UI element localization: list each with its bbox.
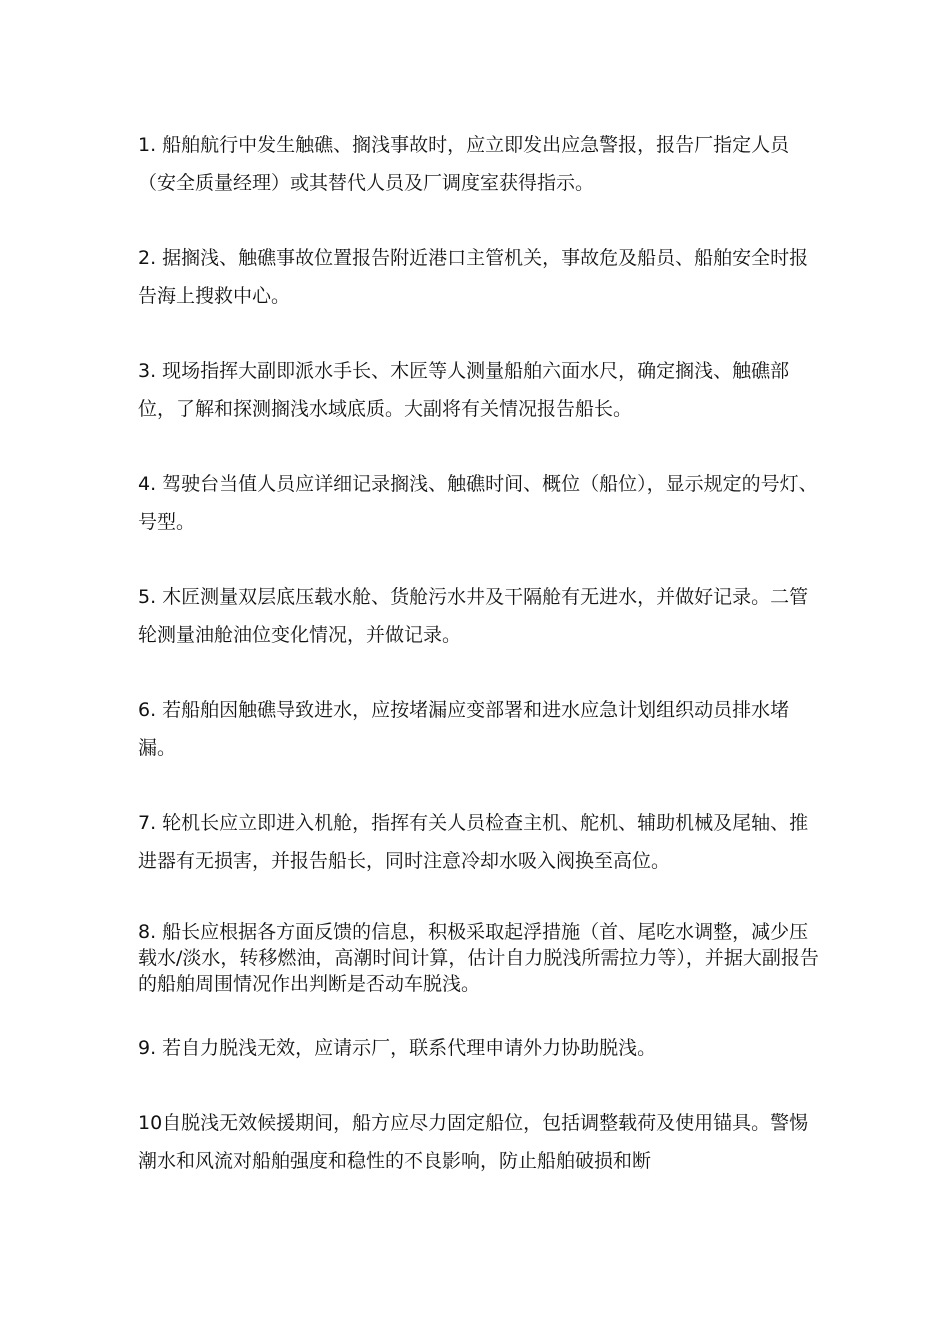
- paragraph-6: 6. 若船舶因触礁导致进水，应按堵漏应变部署和进水应急计划组织动员排水堵漏。: [138, 699, 790, 759]
- paragraph-4: 4. 驾驶台当值人员应详细记录搁浅、触礁时间、概位（船位），显示规定的号灯、号型。: [138, 473, 818, 533]
- paragraph-9: 9. 若自力脱浅无效，应请示厂，联系代理申请外力协助脱浅。: [138, 1037, 657, 1059]
- paragraph-1: 1. 船舶航行中发生触礁、搁浅事故时，应立即发出应急警报，报告厂指定人员（安全质量经理）或其替代人员及厂调度室获得指示。: [138, 134, 790, 194]
- paragraph-8: 8. 船长应根据各方面反馈的信息，积极采取起浮措施（首、尾吃水调整，减少压载水/淡水，转移燃油，高潮时间计算，估计自力脱浅所需拉力等），并据大副报告的船舶周围情况作出判断是否动车脱浅。: [138, 921, 819, 995]
- paragraph-5: 5. 木匠测量双层底压载水舱、货舱污水井及干隔舱有无进水，并做好记录。二管轮测量油舱油位变化情况，并做记录。: [138, 586, 809, 646]
- paragraph-3: 3. 现场指挥大副即派水手长、木匠等人测量船舶六面水尺，确定搁浅、触礁部位，了解和探测搁浅水域底质。大副将有关情况报告船长。: [138, 360, 790, 420]
- paragraph-2: 2. 据搁浅、触礁事故位置报告附近港口主管机关，事故危及船员、船舶安全时报告海上搜救中心。: [138, 247, 809, 307]
- paragraph-10: 10自脱浅无效候援期间，船方应尽力固定船位，包括调整载荷及使用锚具。警惕潮水和风流对船舶强度和稳性的不良影响，防止船舶破损和断: [138, 1112, 809, 1172]
- paragraph-7: 7. 轮机长应立即进入机舱，指挥有关人员检查主机、舵机、辅助机械及尾轴、推进器有无损害，并报告船长，同时注意冷却水吸入阀换至高位。: [138, 812, 809, 872]
